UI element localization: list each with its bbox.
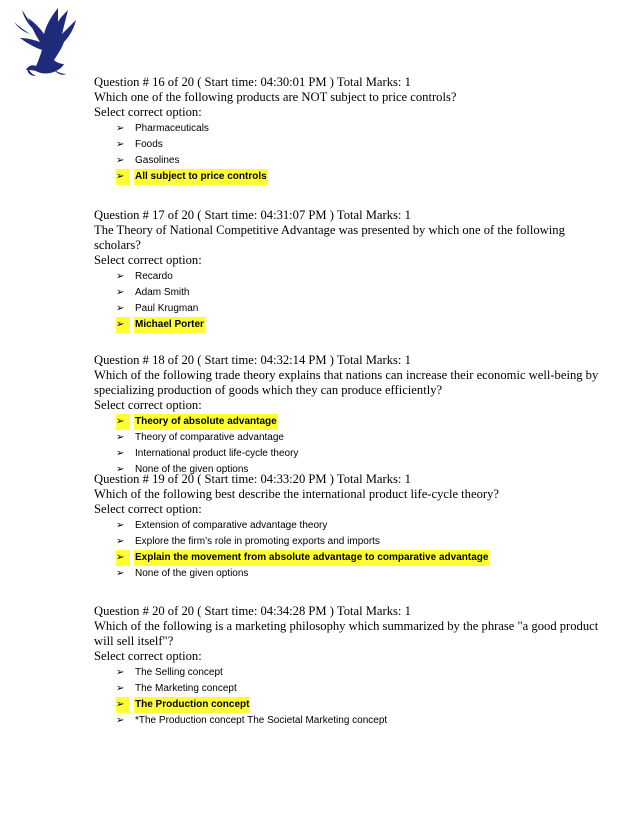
option-item[interactable] — [116, 713, 614, 729]
arrow-bullet-icon: ➢ — [116, 536, 125, 547]
correct-option-label: Michael Porter — [134, 317, 205, 333]
option-item-correct[interactable] — [116, 697, 614, 713]
select-prompt: Select correct option: — [94, 398, 202, 412]
arrow-bullet-icon: ➢ — [116, 317, 130, 333]
arrow-bullet-icon: ➢ — [116, 414, 130, 430]
option-item[interactable] — [116, 269, 614, 285]
option-label: Theory of comparative advantage — [135, 432, 284, 443]
option-label: None of the given options — [135, 464, 249, 475]
question-text: Which of the following is a marketing philosophy which summarized by the phrase "a good product will sell itself"? — [94, 619, 599, 648]
option-label: International product life-cycle theory — [135, 448, 299, 459]
correct-option-label: Explain the movement from absolute advantage to comparative advantage — [134, 550, 489, 566]
options-list — [94, 665, 614, 729]
arrow-bullet-icon: ➢ — [116, 432, 125, 443]
option-label: Extension of comparative advantage theory — [135, 520, 328, 531]
select-prompt: Select correct option: — [94, 502, 202, 516]
arrow-bullet-icon: ➢ — [116, 697, 130, 713]
arrow-bullet-icon: ➢ — [116, 683, 125, 694]
arrow-bullet-icon: ➢ — [116, 568, 125, 579]
option-item[interactable] — [116, 446, 614, 462]
university-logo — [10, 4, 80, 78]
options-list — [94, 121, 614, 185]
question-16 — [94, 75, 614, 185]
option-item[interactable] — [116, 301, 614, 317]
option-item[interactable] — [116, 534, 614, 550]
options-list — [94, 518, 614, 582]
question-header: Question # 20 of 20 ( Start time: 04:34:28 PM ) Total Marks: 1 — [94, 604, 411, 618]
option-item[interactable] — [116, 121, 614, 137]
question-19 — [94, 472, 614, 582]
option-item[interactable] — [116, 285, 614, 301]
select-prompt: Select correct option: — [94, 105, 202, 119]
question-text: Which of the following trade theory explains that nations can increase their economic well-being by specializing production of goods which they can produce efficiently? — [94, 368, 599, 397]
option-label: The Selling concept — [135, 667, 223, 678]
option-label: *The Production concept The Societal Marketing concept — [135, 715, 388, 726]
option-item[interactable] — [116, 137, 614, 153]
arrow-bullet-icon: ➢ — [116, 550, 130, 566]
option-item-correct[interactable] — [116, 550, 614, 566]
option-item[interactable] — [116, 665, 614, 681]
option-label: The Marketing concept — [135, 683, 237, 694]
arrow-bullet-icon: ➢ — [116, 464, 125, 475]
select-prompt: Select correct option: — [94, 649, 202, 663]
arrow-bullet-icon: ➢ — [116, 448, 125, 459]
correct-option-label: All subject to price controls — [134, 169, 268, 185]
correct-option-label: The Production concept — [134, 697, 250, 713]
question-17 — [94, 208, 614, 333]
arrow-bullet-icon: ➢ — [116, 287, 125, 298]
option-label: Recardo — [135, 271, 173, 282]
option-item-correct[interactable] — [116, 414, 614, 430]
option-item[interactable] — [116, 430, 614, 446]
option-label: Pharmaceuticals — [135, 123, 209, 134]
select-prompt: Select correct option: — [94, 253, 202, 267]
question-text: Which of the following best describe the international product life-cycle theory? — [94, 487, 499, 501]
question-header: Question # 17 of 20 ( Start time: 04:31:07 PM ) Total Marks: 1 — [94, 208, 411, 222]
options-list — [94, 269, 614, 333]
question-18 — [94, 353, 614, 478]
correct-option-label: Theory of absolute advantage — [134, 414, 278, 430]
option-item-correct[interactable] — [116, 169, 614, 185]
option-label: Adam Smith — [135, 287, 190, 298]
question-text: The Theory of National Competitive Advantage was presented by which one of the following scholars? — [94, 223, 565, 252]
arrow-bullet-icon: ➢ — [116, 169, 130, 185]
question-20 — [94, 604, 614, 729]
options-list — [94, 414, 614, 478]
option-item[interactable] — [116, 153, 614, 169]
arrow-bullet-icon: ➢ — [116, 271, 125, 282]
arrow-bullet-icon: ➢ — [116, 667, 125, 678]
arrow-bullet-icon: ➢ — [116, 155, 125, 166]
question-header: Question # 16 of 20 ( Start time: 04:30:01 PM ) Total Marks: 1 — [94, 75, 411, 89]
option-item[interactable] — [116, 566, 614, 582]
arrow-bullet-icon: ➢ — [116, 139, 125, 150]
arrow-bullet-icon: ➢ — [116, 520, 125, 531]
arrow-bullet-icon: ➢ — [116, 303, 125, 314]
option-item[interactable] — [116, 518, 614, 534]
option-label: Gasolines — [135, 155, 180, 166]
option-item[interactable] — [116, 681, 614, 697]
question-header: Question # 18 of 20 ( Start time: 04:32:14 PM ) Total Marks: 1 — [94, 353, 411, 367]
question-text: Which one of the following products are NOT subject to price controls? — [94, 90, 457, 104]
question-header: Question # 19 of 20 ( Start time: 04:33:20 PM ) Total Marks: 1 — [94, 472, 411, 486]
option-label: Paul Krugman — [135, 303, 199, 314]
option-label: Explore the firm’s role in promoting exports and imports — [135, 536, 380, 547]
option-label: None of the given options — [135, 568, 249, 579]
option-item-correct[interactable] — [116, 317, 614, 333]
option-label: Foods — [135, 139, 163, 150]
arrow-bullet-icon: ➢ — [116, 123, 125, 134]
arrow-bullet-icon: ➢ — [116, 715, 125, 726]
